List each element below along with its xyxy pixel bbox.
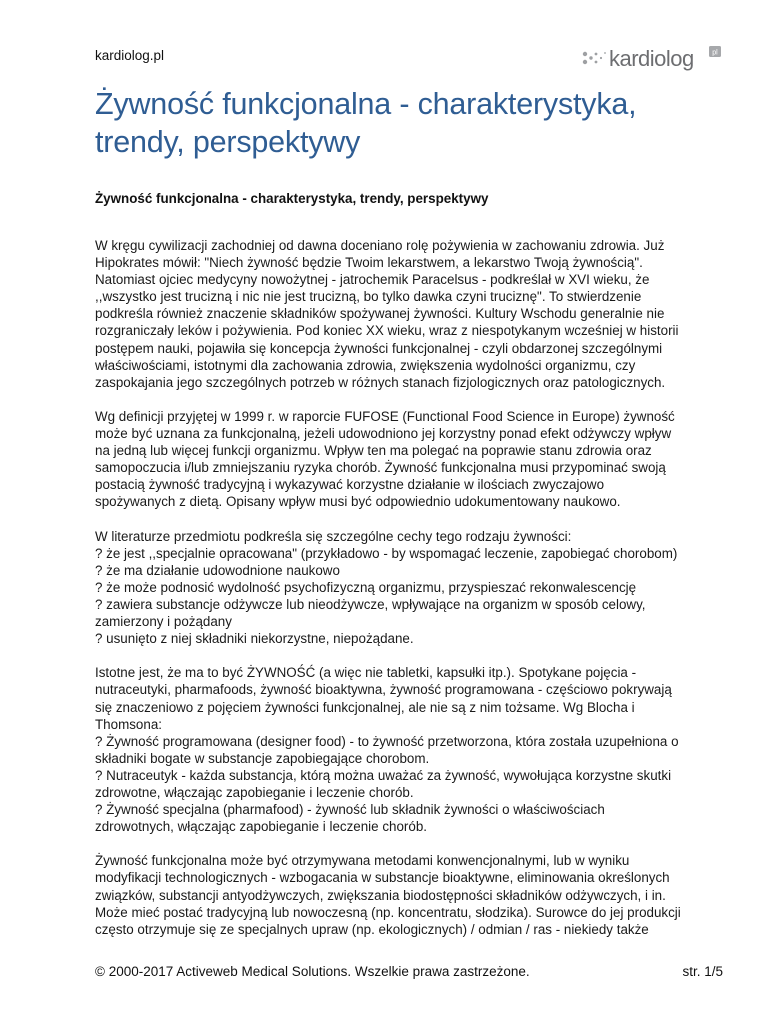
article-paragraph: [95, 852, 720, 937]
text-line: ,,wszystko jest trucizną i nic nie jest trucizną, bo tylko dawka czyni truciznę". To stwierdzenie: [95, 289, 642, 305]
text-line: Thomsona:: [95, 716, 162, 732]
site-name: kardiolog.pl: [95, 48, 165, 63]
page-title: [95, 85, 715, 161]
text-line: zdrowotnych, włączając zapobieganie i leczenie chorób.: [95, 819, 427, 835]
text-line: Hipokrates mówił: "Niech żywność będzie Twoim lekarstwem, a lekarstwo Twoją żywnością".: [95, 255, 643, 271]
text-line: składniki bogate w substancje zapobiegające chorobom.: [95, 750, 430, 766]
footer-copyright: © 2000-2017 Activeweb Medical Solutions. Wszelkie prawa zastrzeżone.: [95, 964, 530, 979]
text-line: ? że jest ,,specjalnie opracowana" (przykładowo - by wspomagać leczenie, zapobiegać chorobom): [95, 545, 678, 561]
text-line: zdrowotne, włączając zapobieganie i leczenie chorób.: [95, 785, 414, 800]
text-line: rozgraniczały leków i pożywienia. Pod koniec XX wieku, wraz z niespotykanym wcześniej w historii: [95, 323, 679, 339]
article-paragraph: [95, 528, 720, 648]
title-line: trendy, perspektywy: [95, 125, 361, 159]
text-line: ? zawiera substancje odżywcze lub nieodżywcze, wpływające na organizm w sposób celowy,: [95, 596, 646, 612]
text-line: ? Nutraceutyk - każda substancja, którą można uważać za żywność, wywołująca korzystne skutki: [95, 767, 672, 783]
text-line: spożywanych z dietą. Opisany wpływ musi być odpowiednio udokumentowany naukowo.: [95, 494, 621, 510]
text-line: zamierzony i pożądany: [95, 614, 232, 630]
text-line: związków, substancji antyodżywczych, zwiększania biodostępności składników odżywczych, i in.: [95, 887, 666, 903]
text-line: W literaturze przedmiotu podkreśla się szczególne cechy tego rodzaju żywności:: [95, 528, 572, 544]
text-line: może być uznana za funkcjonalną, jeżeli udowodniono jej korzystny ponad efekt odżywczy wpływ: [95, 426, 672, 442]
text-line: Istotne jest, że ma to być ŻYWNOŚĆ (a więc nie tabletki, kapsułki itp.). Spotykane pojęcia -: [95, 665, 637, 681]
text-line: Może mieć postać tradycyjną lub nowoczesną (np. koncentratu, słodzika). Surowce do jej produkcji: [95, 904, 681, 920]
text-line: postępem nauki, pojawiła się koncepcja żywności funkcjonalnej - czyli obdarzonej szczególnymi: [95, 340, 663, 356]
logo-dots-icon: [583, 52, 606, 64]
article-paragraph: [95, 408, 720, 511]
footer-page-number: str. 1/5: [682, 964, 723, 979]
article-subtitle: Żywność funkcjonalna - charakterystyka, trendy, perspektywy: [95, 191, 489, 206]
title-line: Żywność funkcjonalna - charakterystyka,: [95, 87, 637, 121]
text-line: Żywność funkcjonalna może być otrzymywana metodami konwencjonalnymi, lub w wyniku: [95, 853, 630, 869]
text-line: ? Żywność specjalna (pharmafood) - żywność lub składnik żywności o właściwościach: [95, 802, 605, 818]
text-line: się znaczeniowo z pojęciem żywności funkcjonalnej, ale nie są z nim tożsame. Wg Blocha i: [95, 699, 635, 715]
kardiolog-logo-graphic: [581, 44, 723, 74]
text-line: W kręgu cywilizacji zachodniej od dawna doceniano rolę pożywienia w zachowaniu zdrowia. Już: [95, 238, 665, 253]
text-line: na jedną lub więcej funkcji organizmu. Wpływ ten ma polegać na poprawie stanu zdrowia oraz: [95, 443, 652, 459]
logo-wordmark: kardiolog: [609, 46, 694, 71]
text-line: Wg definicji przyjętej w 1999 r. w raporcie FUFOSE (Functional Food Science in Europe) żywność: [95, 408, 675, 424]
article-paragraph: [95, 664, 720, 835]
text-line: postacią żywność tradycyjną i wykazywać korzystne działanie w ilościach zwyczajowo: [95, 477, 605, 493]
article-paragraph: [95, 237, 720, 391]
text-line: ? Żywność programowana (designer food) - to żywność przetworzona, która została uzupełniona o: [95, 733, 679, 749]
text-line: ? że może podnosić wydolność psychofizyczną organizmu, przyspieszać rekonwalescencję: [95, 579, 637, 595]
logo-badge-text: pl: [712, 49, 718, 57]
article-body: [95, 237, 720, 955]
text-line: zaspokajania jego szczególnych potrzeb w różnych stanach fizjologicznych oraz patologicznych.: [95, 374, 666, 390]
text-line: nutraceutyki, pharmafoods, żywność bioaktywna, żywność programowana - częściowo pokrywają: [95, 682, 672, 698]
text-line: ? że ma działanie udowodnione naukowo: [95, 562, 340, 578]
text-line: często otrzymuje się ze specjalnych upraw (np. ekologicznych) / odmian / ras - niekiedy także: [95, 921, 649, 937]
kardiolog-logo: [581, 44, 723, 74]
text-line: ? usunięto z niej składniki niekorzystne, niepożądane.: [95, 631, 414, 647]
text-line: właściwościami, istotnymi dla zachowania zdrowia, zwiększenia wydolności organizmu, czy: [95, 357, 636, 373]
text-line: Natomiast ojciec medycyny nowożytnej - jatrochemik Paracelsus - podkreślał w XVI wieku, że: [95, 272, 650, 288]
text-line: samopoczucia i/lub zmniejszaniu ryzyka chorób. Żywność funkcjonalna musi przypominać swoją: [95, 460, 666, 476]
text-line: modyfikacji technologicznych - wzbogacania w substancje bioaktywne, eliminowania określonych: [95, 870, 670, 886]
text-line: podkreśla również znaczenie składników spożywanej żywności. Kultury Wschodu generalnie nie: [95, 306, 665, 322]
